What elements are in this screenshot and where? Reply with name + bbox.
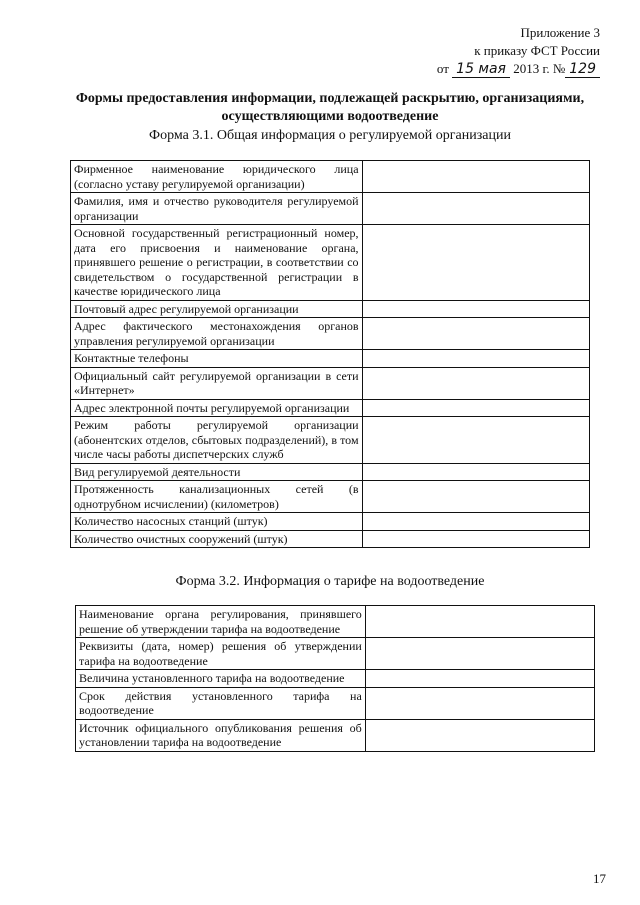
value-cell[interactable] [362, 530, 589, 548]
value-cell[interactable] [362, 417, 589, 464]
row-label: Фирменное наименование юридического лица (согласно уставу регулируемой организации) [71, 161, 363, 193]
row-label: Контактные телефоны [71, 350, 363, 368]
row-label: Адрес электронной почты регулируемой организации [71, 399, 363, 417]
row-label: Адрес фактического местонахождения органов управления регулируемой организации [71, 318, 363, 350]
row-label: Официальный сайт регулируемой организации в сети «Интернет» [71, 367, 363, 399]
date-prefix: от [436, 61, 449, 76]
row-label: Наименование органа регулирования, принявшего решение об утверждении тарифа на водоотведение [76, 606, 366, 638]
value-cell[interactable] [365, 719, 594, 751]
row-label: Величина установленного тарифа на водоотведение [76, 670, 366, 688]
table-row [71, 530, 590, 548]
appendix-label: Приложение 3 [520, 25, 600, 40]
table-row [71, 350, 590, 368]
row-label: Почтовый адрес регулируемой организации [71, 300, 363, 318]
form-3-2-table [75, 605, 595, 752]
table-row [76, 638, 595, 670]
page-number: 17 [593, 871, 606, 886]
table-row [71, 318, 590, 350]
order-reference: к приказу ФСТ России [474, 43, 600, 58]
value-cell[interactable] [365, 606, 594, 638]
table-row [71, 161, 590, 193]
row-label: Вид регулируемой деятельности [71, 463, 363, 481]
row-label: Количество насосных станций (штук) [71, 513, 363, 531]
table-row [76, 719, 595, 751]
row-label: Режим работы регулируемой организации (абонентских отделов, сбытовых подразделений), в том числе часы работы диспетчерских служб [71, 417, 363, 464]
table-row [71, 193, 590, 225]
appendix-header [437, 24, 600, 78]
value-cell[interactable] [362, 225, 589, 301]
row-label: Источник официального опубликования решения об установлении тарифа на водоотведение [76, 719, 366, 751]
form-3-1-table [70, 160, 590, 548]
number-prefix: № [552, 61, 566, 76]
table-row [76, 606, 595, 638]
table-row [71, 417, 590, 464]
value-cell[interactable] [365, 638, 594, 670]
value-cell[interactable] [362, 481, 589, 513]
table-row [76, 687, 595, 719]
table-row [71, 481, 590, 513]
row-label: Фамилия, имя и отчество руководителя регулируемой организации [71, 193, 363, 225]
order-date-line [437, 60, 600, 78]
row-label: Количество очистных сооружений (штук) [71, 530, 363, 548]
row-label: Основной государственный регистрационный номер, дата его присвоения и наименование органа, принявшего решение о регистрации, в соответствии со свидетельством о государственной регистрации в качестве юридического лица [71, 225, 363, 301]
value-cell[interactable] [362, 193, 589, 225]
table-row [71, 463, 590, 481]
date-year: 2013 г. [513, 61, 550, 76]
value-cell[interactable] [362, 300, 589, 318]
table-row [71, 513, 590, 531]
value-cell[interactable] [362, 367, 589, 399]
table-row [71, 225, 590, 301]
value-cell[interactable] [362, 318, 589, 350]
value-cell[interactable] [362, 513, 589, 531]
value-cell[interactable] [362, 463, 589, 481]
value-cell[interactable] [365, 670, 594, 688]
table-row [71, 300, 590, 318]
row-label: Реквизиты (дата, номер) решения об утверждении тарифа на водоотведение [76, 638, 366, 670]
table-row [71, 367, 590, 399]
row-label: Протяженность канализационных сетей (в однотрубном исчислении) (километров) [71, 481, 363, 513]
table-row [71, 399, 590, 417]
row-label: Срок действия установленного тарифа на водоотведение [76, 687, 366, 719]
document-title: Формы предоставления информации, подлежащей раскрытию, организациями, осуществляющими водоотведение [75, 91, 585, 124]
value-cell[interactable] [362, 399, 589, 417]
form-3-1-caption: Форма 3.1. Общая информация о регулируемой организации [149, 128, 511, 143]
handwritten-date: 15 мая [452, 61, 510, 78]
form-3-2-caption: Форма 3.2. Информация о тарифе на водоотведение [175, 574, 485, 589]
value-cell[interactable] [362, 350, 589, 368]
value-cell[interactable] [365, 687, 594, 719]
handwritten-number: 129 [565, 61, 600, 78]
table-row [76, 670, 595, 688]
value-cell[interactable] [362, 161, 589, 193]
